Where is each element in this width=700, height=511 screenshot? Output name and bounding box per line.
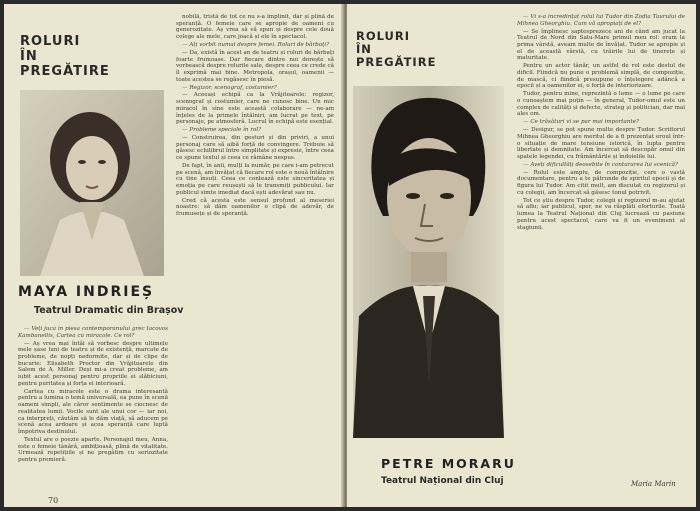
actress-name: MAYA INDRIEȘ [18,284,155,300]
paragraph: — Aș vrea mai întâi să vorbesc despre ultimele mele șase luni de teatru și de existență, marcate de probleme, de nopți nedormite, dar și de clipe de bucurie: Elisabeth Proctor din Vrăjitoarele din Salem de A. Miller. Deși mi-a creat probleme, am iubit acest personaj pentru propriile ei slăbiciuni, pentru puritatea și forța ei interioară. [18,340,168,387]
question: — Vi s-a încredințat rolul lui Tudor din Zodia Taurului de Mihnea Gheorghiu. Cum vă apropiați de el? [517,14,685,27]
paragraph: — Rolul este amplu, de compoziție, cere o vastă documentare, pentru a te pătrunde de spiritul epocii și de figura lui Tudor. Am citit mult, am discutat cu regizorul și cu colegii, am încercat să găsesc tonul potrivit. [517,169,685,196]
actress-theatre: Teatrul Dramatic din Brașov [34,305,184,316]
paragraph: — Desigur, se pot spune multe despre Tudor. Scriitorul Mihnea Gheorghiu are meritul de a fi prezentat eroul într-o situație de mare tensiune istorică, în lupta pentru libertate și demnitate. Am încercat să descopăr omul din spatele legendei, cu frământările și îndoielile lui. [517,127,685,160]
right-page [347,4,696,507]
heading-line-1: ROLURI [20,34,81,49]
paragraph: Cred că acesta este sensul profund al meseriei noastre: să dăm oamenilor o clipă de adevăr, de frumusețe și de speranță. [176,197,334,218]
paragraph: De fapt, în anii, mulți la număr, pe care i-am petrecut pe scenă, am învățat că fiecare rol este o nouă întâlnire cu tine însuți. Ceea ce contează este sinceritatea și emoția pe care reușești să le transmiți publicului. Iar publicul simte imediat dacă ești adevărat sau nu. [176,163,334,196]
left-heading [20,34,110,79]
actor-theatre: Teatrul Național din Cluj [381,476,504,486]
question: — Regizor, scenograf, costumier? [182,84,277,91]
actor-photo [353,86,504,438]
author-signature: Maria Marin [631,480,676,488]
heading-line-1: ROLURI [356,29,411,43]
question: — Aveți dificultăți deosebite în conturarea lui scenică? [523,161,678,168]
paragraph: Cartea cu miracole este o drama interesantă pentru a lumina o temă universală, ea pune în scenă oameni simpli, ale căror sentimente se ciocnesc de realitatea lumii. Vocile sunt ale unui cor — iar noi, ca interpreți, căutăm să le dăm viață, să aducem pe scenă acea ardoare și acea speranță care luptă împotriva destinului. [18,388,168,435]
paragraph: — Aceeași echipă ca la Vrăjitoarele: regizor, scenograf și costumier, care ne cunosc bine. Un mic miracol în sine este această colaborare — ne-am înțeles de la primele întâlniri, am lucrat pe text, pe personaje, pe atmosferă. Lucrul în echipă este esențial. [176,92,334,126]
paragraph: Tudor, pentru mine, reprezintă o lume — o lume pe care o cunoaștem mai puțin — în general, Tudor-omul este un complex de calități și defecte, strateg și politician, dar mai ales om. [517,91,685,118]
paragraph: — Construirea, din gesturi și din priviri, a unui personaj care să aibă forță de convingere. Trebuie să găsesc echilibrul între simplitate și expresie, între ceea ce spune textul și ceea ce rămâne nespus. [176,135,334,162]
heading-line-2: ÎN [356,42,372,56]
question: — Ce trăsături vi se par mai importante? [523,119,640,126]
right-column [517,14,685,476]
portrait-illustration [20,90,164,276]
actor-name: PETRE MORARU [381,456,516,471]
paragraph: nobilă, tristă de tot ce nu s-a împlinit, dar și plină de speranță. O femeie care se apropie de oameni cu generozitate. Aș vrea să vă spun și despre cele două colege ale mele, care joacă și ele în spectacol. [176,14,334,41]
heading-line-3: PREGĂTIRE [20,64,110,79]
left-column-2 [176,14,334,498]
left-column-1 [18,326,168,498]
right-heading [356,30,436,69]
paragraph: — Da, există în acest an de teatru și roluri de bărbați foarte frumoase. Dar fiecare dintre noi dorește să vorbească despre rolurile sale, despre ceea ce crede că îl exprimă mai bine. Metropola, orașul, oamenii — toate acestea se regăsesc în piesă. [176,49,334,83]
left-page [4,4,343,507]
paragraph: — Veți juca în piesa contemporanului grec Iacovos Kambanellis, Cartea cu miracole. Ce rol? [18,326,168,339]
question: — Ați vorbit numai despre femei. Roluri de bărbați? [182,42,330,48]
heading-line-3: PREGĂTIRE [356,55,437,69]
actress-photo [20,90,164,276]
question: — Probleme speciale în rol? [182,127,262,134]
heading-line-2: ÎN [20,49,38,64]
paragraph: — Se împlinesc șaptesprezece ani de când am jucat la Teatrul de Nord din Satu-Mare primul meu rol: eram la prima vârstă, aveam multe de învățat. Tudor se apropie și el de această vârstă, cu trăirile lui de tinerețe și maturitate. [517,28,685,62]
portrait-illustration [353,86,504,438]
paragraph: Textul are o poezie aparte. Personajul meu, Anna, este o femeie tânără, ambițioasă, plină de vitalitate. Urmează repetițiile și ne pregătim cu seriozitate pentru premieră. [18,436,168,463]
page-number: 70 [48,496,59,505]
paragraph: Pentru un actor tânăr, un astfel de rol este destul de dificil. Fiindcă nu pune o problemă simplă, de compoziție, de mască, ci fiindcă presupune o înțelegere adâncă a epocii și a oamenilor ei, o forță de interiorizare. [517,63,685,90]
paragraph: Tot ce știu despre Tudor, colegii și regizorul m-au ajutat să aflu; iar publicul, sper, ne va răsplăti eforturile. Toată lumea la Teatrul Național din Cluj lucrează cu pasiune pentru acest spectacol, care va fi un eveniment al stagiunii. [517,197,685,231]
